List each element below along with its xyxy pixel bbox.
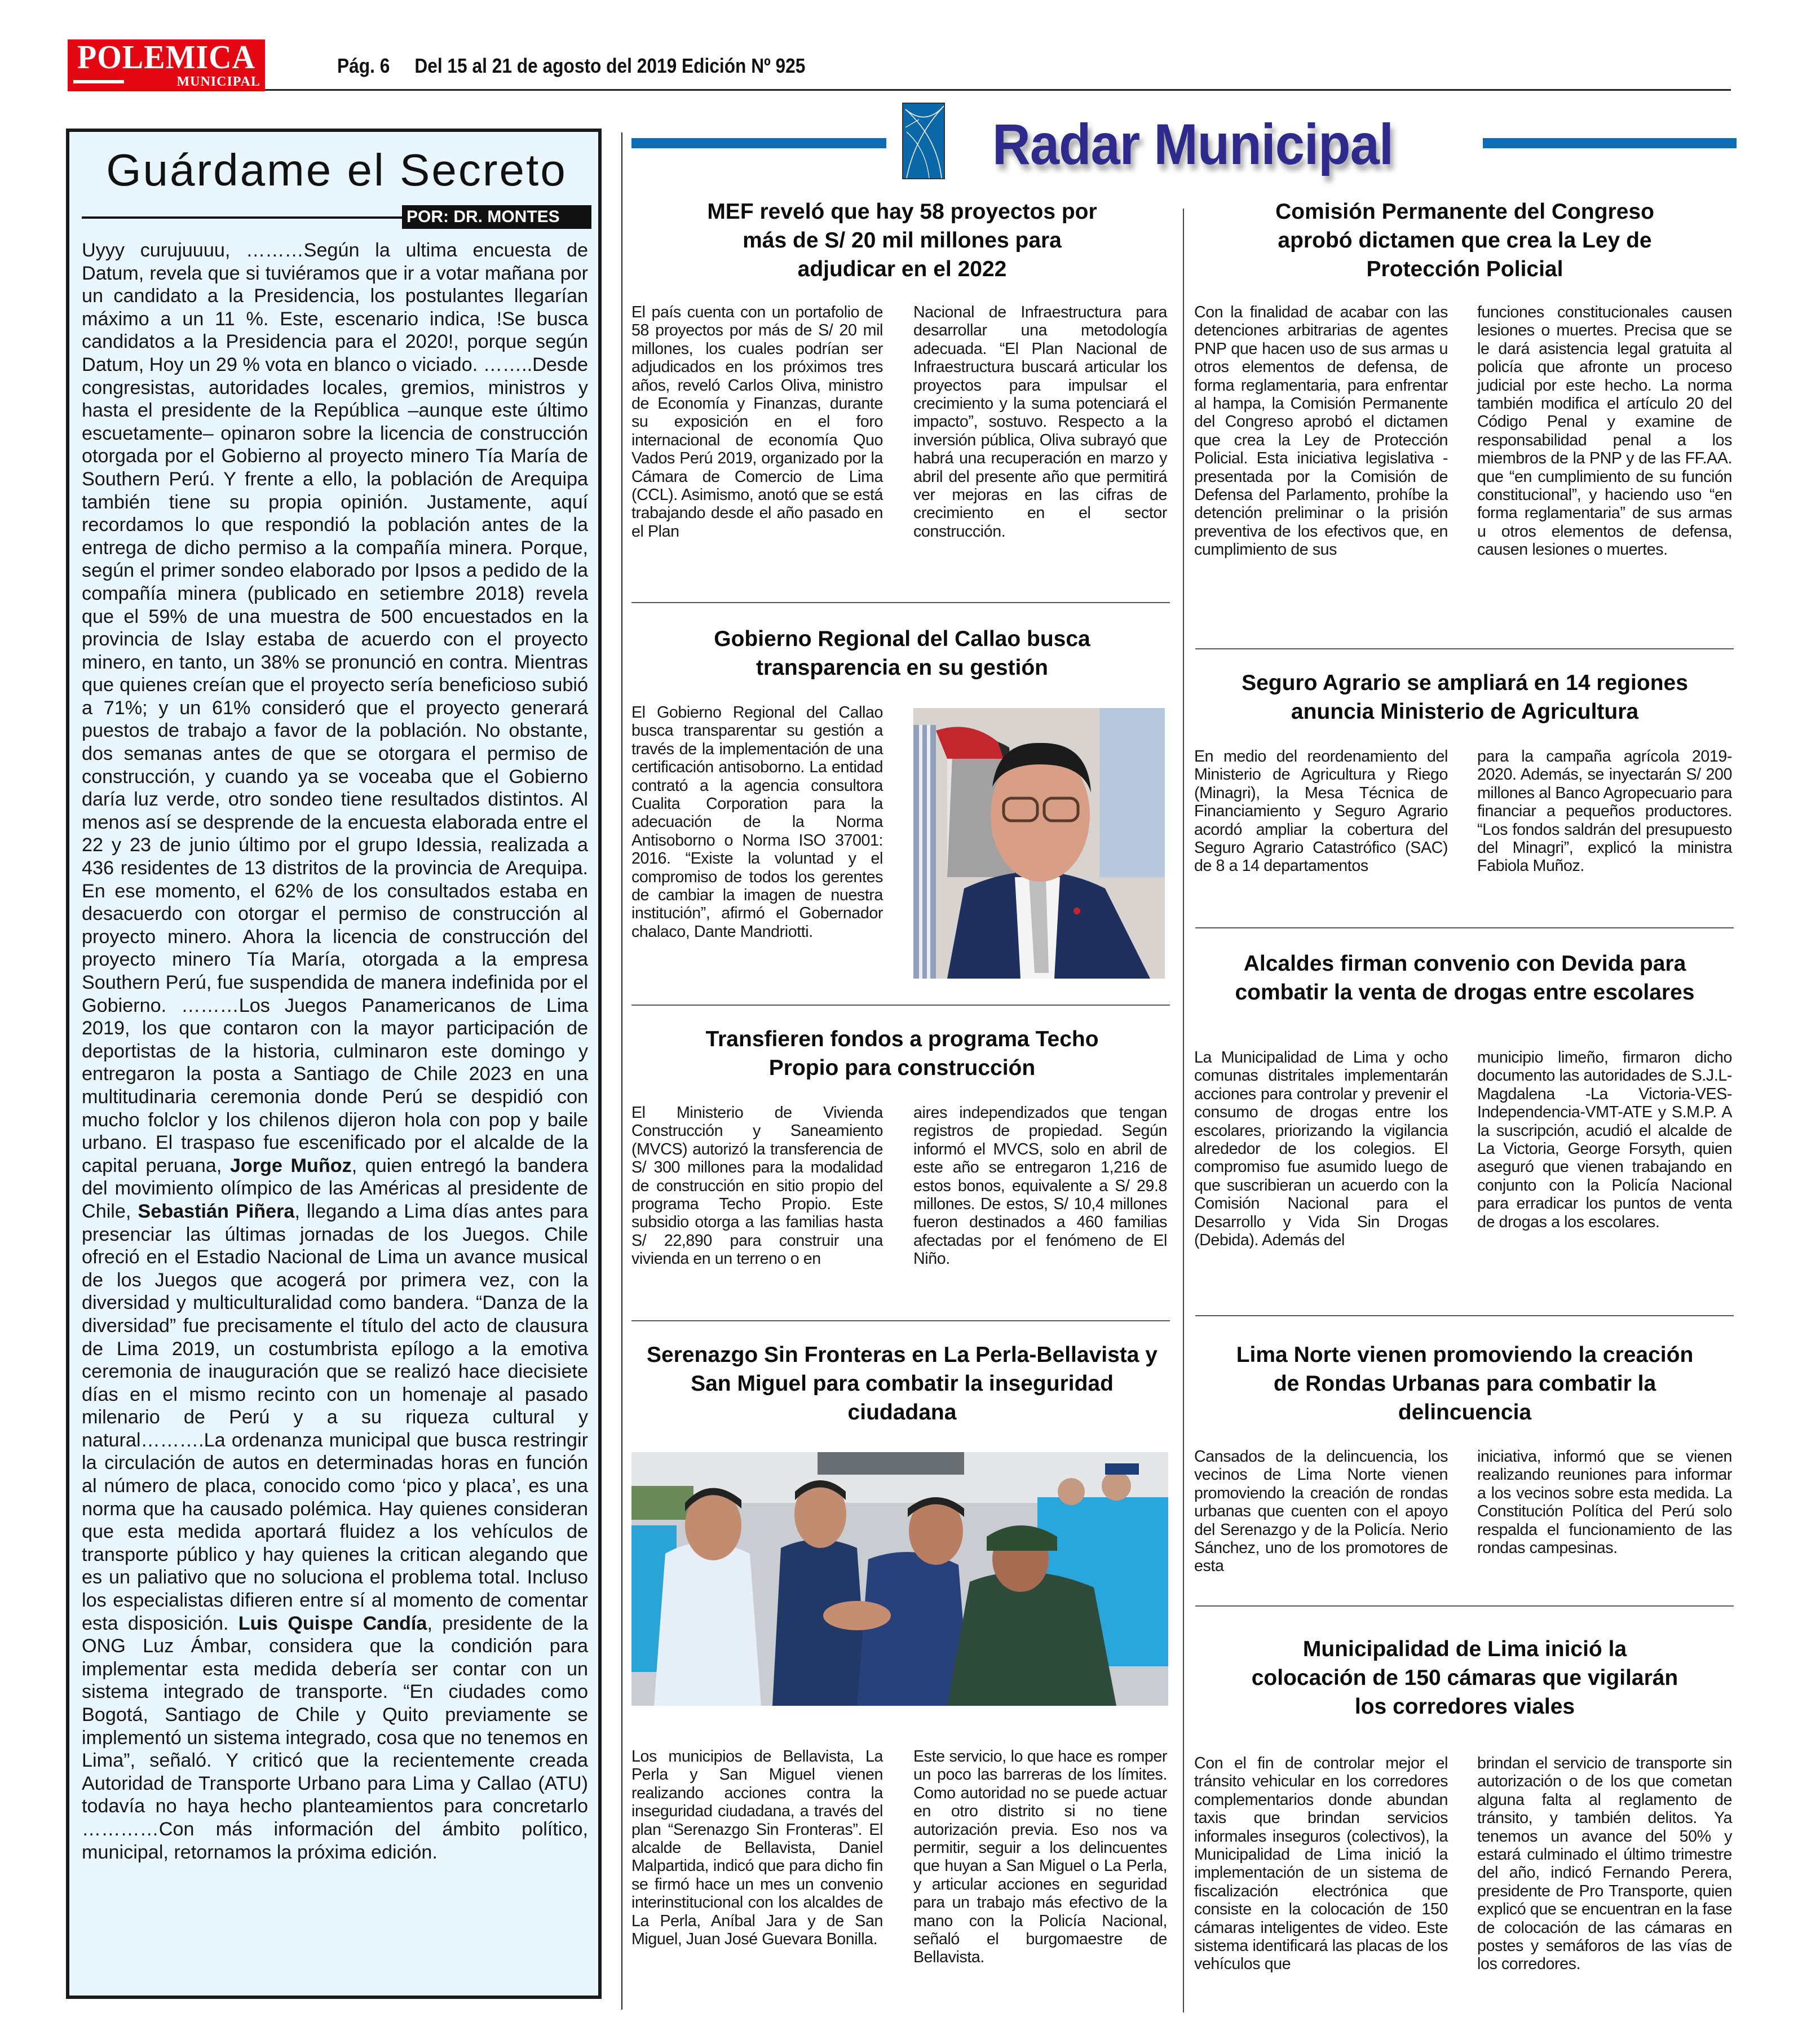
article-text-col1: La Municipalidad de Lima y ocho comunas distritales implementarán acciones para controlar y prevenir el consumo de drogas entre los escolares, priorizando la vigilancia alrededor de los colegios. El compromiso fue asumido luego de que suscribieran un acuerdo con la Comisión Nacional para el Desarrollo y Vida Sin Drogas (Debida). Además del xyxy=(1194,1048,1448,1250)
article-callao xyxy=(631,625,1173,997)
article-text-col2: para la campaña agrícola 2019-2020. Además, se inyectarán S/ 200 millones al Banco Agropecuario para financiar a pequeños productores. “Los fondos saldrán del presupuesto del Minagri”, explicó la ministra Fabiola Muñoz. xyxy=(1477,747,1732,875)
article-text-col1: El país cuenta con un portafolio de 58 proyectos por más de S/ 20 mil millones, los cuales podrían ser adjudicados en los próximos tres años, reveló Carlos Oliva, ministro de Economía y Finanzas, durante su exposición en el foro internacional de economía Quo Vados Perú 2019, organizado por la Cámara de Comercio de Lima (CCL). Asimismo, anotó que se está trabajando desde el año pasado en el Plan xyxy=(631,303,883,541)
article-headline: MEF reveló que hay 58 proyectos por más de S/ 20 mil millones para adjudicar en el 2022 xyxy=(707,200,1097,281)
serenazgo-photo xyxy=(631,1452,1168,1706)
byline-rule xyxy=(82,216,403,219)
article-techo-propio xyxy=(631,1025,1173,1307)
newspaper-logo xyxy=(68,39,265,91)
column-text: Uyyy curujuuuu, ………Según la ultima encuesta de Datum, revela que si tuviéramos que ir a votar mañana por un candidato a la Presidencia, los postulantes llegarían máximo a un 11 %. Este, escenario indica, !Se busca candidatos a la Presidencia para el 2020!, porque según Datum, Hoy un 29 % vota en blanco o viciado. ……..Desde congresistas, autoridades locales, gremios, ministros y hasta el presidente de la República –aunque este último escuetamente– opinaron sobre la licencia de construcción otorgada por el Gobierno al proyecto minero Tía María de Southern Perú. Y frente a ello, la población de Arequipa también tiene su propia opinión. Justamente, aquí recordamos lo que respondió la población antes de la entrega de dicho permiso a la compañía minera. Porque, según el primer sondeo elaborado por Ipsos a pedido de la compañía minera (publicado en setiembre 2018) revela que el 59% de una muestra de 500 encuestados en la provincia de Islay estaba de acuerdo con el proyecto minero, en tanto, un 38% se pronunció en contra. Mientras que quienes creían que el proyecto sería beneficioso subió a 71%; y un 61% consideró que el proyecto generará puestos de trabajo a favor de la población. No obstante, dos semanas antes de que se otorgara el permiso de construcción, y cuando ya se voceaba que el Gobierno daría luz verde, otro sondeo tiene resultados distintos. Al menos así se desprende de la encuesta elaborada entre el 22 y 23 de junio último por el grupo Idessia, realizada a 436 residentes de 13 distritos de la provincia de Arequipa. En ese momento, el 62% de los consultados estaba en desacuerdo con otorgar el permiso de construcción al proyecto minero. Ahora la licencia de construcción del proyecto minero Tía María, otorgada a la empresa Southern Perú, fue suspendida de manera indefinida por el Gobierno. ………Los Juegos Panamericanos de Lima 2019, los que contaron con la mayor participación de deportistas de la historia, culminaron este domingo y entregaron la posta a Santiago de Chile 2023 en una multitudinaria ceremonia donde Perú se despidió con mucho folclor y los chilenos dijeron hola con pop y baile urbano. El traspaso fue escenificado por el alcalde de la capital peruana, xyxy=(82,240,588,1176)
article-alcaldes-devida xyxy=(1194,949,1735,1299)
column-byline: POR: DR. MONTES xyxy=(402,205,591,229)
article-mef xyxy=(631,197,1173,592)
article-text-col1: Los municipios de Bellavista, La Perla y San Miguel vienen realizando acciones contra la inseguridad ciudadana, a través del plan “Serenazgo Sin Fronteras”. El alcalde de Bellavista, Daniel Malpartida, indicó que para dicho fin se firmó hace un mes un convenio interinstitucional con los alcaldes de La Perla, Aníbal Jara y de San Miguel, Juan José Guevara Bonilla. xyxy=(631,1747,883,1949)
logo-title: POLEMICA xyxy=(77,39,255,76)
article-separator xyxy=(1195,1315,1734,1316)
article-headline: Lima Norte vienen promoviendo la creación de Rondas Urbanas para combatir la delincuencia xyxy=(1236,1343,1694,1424)
article-headline: Comisión Permanente del Congreso aprobó dictamen que crea la Ley de Protección Policial xyxy=(1275,200,1654,281)
article-text-col2: aires independizados que tengan registros de propiedad. Según informó el MVCS, solo en abril de este año se entregaron 1,216 de estos bonos, equivalente a S/ 29.8 millones. De estos, S/ 10,4 millones fueron destinados a 460 familias afectadas por el fenómeno de El Niño. xyxy=(913,1104,1167,1268)
column-name-bold: Sebastián Piñera xyxy=(138,1200,295,1222)
column-body xyxy=(82,239,588,1864)
banner-bar-right xyxy=(1483,138,1737,148)
article-text-col2: funciones constitucionales causen lesiones o muertes. Precisa que se le dará asistencia legal gratuita al policía que afronte un proceso judicial por este hecho. La norma también modifica el artículo 20 del Código Penal y examine de responsabilidad penal a los miembros de la PNP y de las FF.AA. que “en cumplimiento de su función constitucional”, y haciendo uso “en forma reglamentaria” de sus armas u otros elementos de defensa, causen lesiones o muertes. xyxy=(1477,303,1732,559)
article-separator xyxy=(631,1320,1170,1321)
article-text-col1: El Gobierno Regional del Callao busca transparentar su gestión a través de la implementación de una certificación antisoborno. La entidad contrató a la agencia consultora Cualita Corporation para la adecuación de la Norma Antisoborno o Norma ISO 37001: 2016. “Existe la voluntad y el compromiso de todos los gerentes de cambiar la imagen de nuestra institución”, afirmó el Gobernador chalaco, Dante Mandriotti. xyxy=(631,704,883,941)
radar-logo-icon xyxy=(902,103,945,179)
article-separator xyxy=(631,602,1170,603)
article-separator xyxy=(631,1005,1170,1006)
news-column-divider xyxy=(1183,209,1184,2012)
column-text: , llegando a Lima días antes para presenciar las últimas jornadas de los Juegos. Chile ofreció en el Estadio Nacional de Lima un avance musical de los Juegos que acogerá por primera vez, con la diversidad y multiculturalidad como bandera. “Danza de la diversidad” fue precisamente el título del acto de clausura de Lima 2019, un costumbrista epílogo a la emotiva ceremonia de inauguración que se realizó hace diecisiete días en el mismo recinto con un homenaje al pasado milenario de Perú y a su riqueza cultural y natural……….La ordenanza municipal que busca restringir la circulación de autos en determinadas horas en función al número de placa, conocido como ‘pico y placa’, es una norma que ha causado polémica. Hay quienes consideran que esta medida aportará fluidez a los vehículos de transporte público y hay quienes la critican alegando que es un paliativo que no soluciona el problema total. Incluso los especialistas difieren entre sí al momento de comentar esta disposición. xyxy=(82,1200,588,1634)
article-separator xyxy=(1195,927,1734,928)
governor-photo xyxy=(913,708,1165,979)
article-lima-norte xyxy=(1194,1340,1735,1605)
article-text-col1: Con la finalidad de acabar con las detenciones arbitrarias de agentes PNP que hacen uso de sus armas u otros elementos de defensa, de forma reglamentaria, para enfrentar al hampa, la Comisión Permanente del Congreso aprobó el dictamen que crea la Ley de Protección Policial. Esta iniciativa legislativa -presentada por la Comisión de Defensa del Parlamento, prohíbe la detención preliminar o la prisión preventiva de los efectivos que, en cumplimiento de sus xyxy=(1194,303,1448,559)
article-headline: Alcaldes firman convenio con Devida para combatir la venta de drogas entre escolares xyxy=(1235,952,1695,1005)
article-headline: Serenazgo Sin Fronteras en La Perla-Bellavista y San Miguel para combatir la inseguridad ciudadana xyxy=(646,1343,1158,1424)
article-serenazgo xyxy=(631,1340,1173,2034)
article-text-col1: Con el fin de controlar mejor el tránsito vehicular en los corredores complementarios donde abundan taxis que brindan servicios informales inseguros (colectivos), la Municipalidad de Lima inició la implementación de un sistema de fiscalización electrónica que consiste en la colocación de 150 cámaras inteligentes de video. Este sistema identificará las placas de los vehículos que xyxy=(1194,1754,1448,1974)
article-text-col1: En medio del reordenamiento del Ministerio de Agricultura y Riego (Minagri), la Mesa Técnica de Financiamiento y Seguro Agrario acordó ampliar la cobertura del Seguro Agrario Catastrófico (SAC) de 8 a 14 departamentos xyxy=(1194,747,1448,875)
logo-subtitle: MUNICIPAL xyxy=(176,74,260,89)
section-title: Radar Municipal xyxy=(992,112,1393,176)
article-text-col2: brindan el servicio de transporte sin autorización o de los que cometan alguna falta al reglamento de tránsito, y también delitos. Ya tenemos un avance del 50% y estará culminado el último trimestre del año, indicó Fernando Perera, presidente de Pro Transporte, quien explicó que se encuentran en la fase de colocación de las cámaras en postes y semáforos de las vías de los corredores. xyxy=(1477,1754,1732,1974)
article-headline: Gobierno Regional del Callao busca transparencia en su gestión xyxy=(714,627,1090,680)
article-text-col2: Nacional de Infraestructura para desarrollar una metodología adecuada. “El Plan Nacional de Infraestructura buscará articular los proyectos para impulsar el crecimiento y la suma potenciará el impacto”, sostuvo. Respecto a la inversión pública, Oliva subrayó que habrá una recuperación en marzo y abril del presente año que permitirá ver mejoras en las cifras de crecimiento en el sector construcción. xyxy=(913,303,1167,541)
column-text: , presidente de la ONG Luz Ámbar, considera que la condición para implementar esta medida debería ser contar con un sistema integrado de transporte. “En ciudades como Bogotá, Santiago de Chile y Quito previamente se implementó un sistema integrado, cosa que no tenemos en Lima”, señaló. Y criticó que la recientemente creada Autoridad de Transporte Urbano para Lima y Callao (ATU) todavía no haya hecho planteamientos para concretarlo …………Con más información del ámbito político, municipal, retornamos la próxima edición. xyxy=(82,1612,589,1863)
article-headline: Seguro Agrario se ampliará en 14 regiones anuncia Ministerio de Agricultura xyxy=(1242,671,1688,724)
article-text-col2: Este servicio, lo que hace es romper un poco las barreras de los límites. Como autoridad no se puede actuar en otro distrito si no tiene autorización previa. Eso nos va permitir, seguir a los delincuentes que huyan a San Miguel o La Perla, y articular acciones en seguridad para un trabajo más efectivo de la mano con la Policía Nacional, señaló el burgomaestre de Bellavista. xyxy=(913,1747,1167,1967)
article-headline: Transfieren fondos a programa Techo Propio para construcción xyxy=(705,1027,1099,1080)
column-divider xyxy=(621,132,622,2010)
logo-rule xyxy=(73,80,124,83)
column-text: , quien entregó la bandera del movimiento olímpico de las Américas al presidente de Chile, xyxy=(82,1154,588,1222)
column-name-bold: Jorge Muñoz xyxy=(229,1154,352,1176)
article-separator xyxy=(1195,648,1734,649)
article-text-col2: iniciativa, informó que se vienen realizando reuniones para informar a los vecinos sobre esta medida. La Constitución Política del Perú solo respalda el funcionamiento de las rondas campesinas. xyxy=(1477,1448,1732,1558)
article-camaras xyxy=(1194,1635,1735,2041)
article-text-col1: Cansados de la delincuencia, los vecinos de Lima Norte vienen promoviendo la creación de rondas urbanas que cuenten con el apoyo del Serenazgo y de la Policía. Nerio Sánchez, uno de los promotores de esta xyxy=(1194,1448,1448,1576)
column-title: Guárdame el Secreto xyxy=(106,145,567,195)
column-name-bold: Luis Quispe Candía xyxy=(238,1612,427,1634)
article-text-col2: municipio limeño, firmaron dicho documento las autoridades de S.J.L-Magdalena -La Victoria-VES-Independencia-VMT-ATE y S.M.P. A la suscripción, acudió el alcalde de La Victoria, George Forsyth, quien aseguró que vienen trabajando en conjunto con la Policía Nacional para erradicar los puntos de venta de drogas a los escolares. xyxy=(1477,1048,1732,1231)
article-headline: Municipalidad de Lima inició la colocación de 150 cámaras que vigilarán los corredores viales xyxy=(1251,1637,1678,1719)
article-seguro xyxy=(1194,669,1735,917)
opinion-column-box xyxy=(66,129,602,1999)
article-text-col1: El Ministerio de Vivienda Construcción y Saneamiento (MVCS) autorizó la transferencia de S/ 300 millones para la modalidad de construcción en sitio propio del programa Techo Propio. Este subsidio otorga a las familias hasta S/ 22,890 para construir una vivienda en un terreno o en xyxy=(631,1104,883,1268)
banner-bar-left xyxy=(631,138,886,148)
article-comision xyxy=(1194,197,1735,626)
page-edition-info: Pág. 6 Del 15 al 21 de agosto del 2019 Edición Nº 925 xyxy=(337,54,806,77)
header-divider xyxy=(265,89,1731,91)
article-separator xyxy=(1195,1605,1734,1607)
